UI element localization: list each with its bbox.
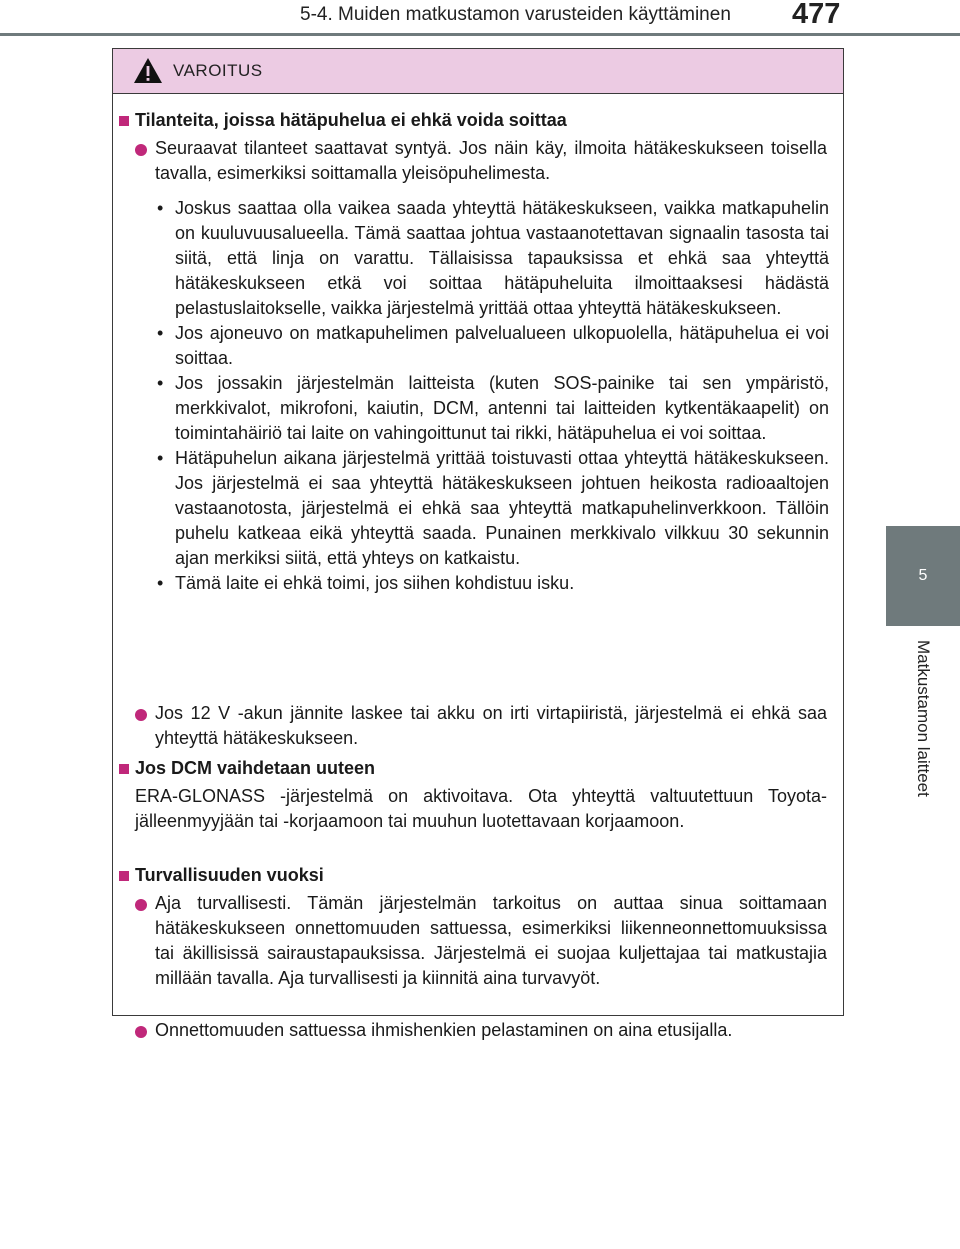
list-item bbox=[153, 371, 829, 446]
bullet-dot-icon bbox=[135, 709, 147, 721]
bullet-mark: • bbox=[157, 198, 164, 218]
chapter-tab bbox=[886, 526, 960, 626]
header-rule bbox=[0, 33, 960, 36]
list-item-text: Joskus saattaa olla vaikea saada yhteyttä hätäkeskukseen, vaikka matkapuhelin on kuuluvuusalueella. Tämä saattaa johtua vastaanotettavan signaalin tasosta tai siitä, että linja on varattu. Tällaisissa tapauksissa et ehkä saa yhteyttä hätäkeskukseen etkä voi soittaa hätäpuheluita ilmoittaaksesi hädästä pelastuslaitokselle, vaikka järjestelmä yrittää ottaa yhteyttä hätäkeskukseen. bbox=[175, 198, 829, 318]
bullet-mark: • bbox=[157, 323, 164, 343]
list-item-text: Tämä laite ei ehkä toimi, jos siihen kohdistuu isku. bbox=[175, 573, 575, 593]
list-item-text: Hätäpuhelun aikana järjestelmä yrittää toistuvasti ottaa yhteyttä hätäkeskukseen. Jos järjestelmä ei saa yhteyttä hätäkeskukseen johtuen heikosta radioaaltojen vastaanotosta, järjestelmä ei ehkä saa yhteyttä matkapuhelinverkkoon. Tällöin puhelu katkeaa eikä yhteyttä saada. Punainen merkkivalo vilkkuu 30 sekunnin ajan merkiksi siitä, että yhteys on katkaistu. bbox=[175, 448, 829, 568]
list-item bbox=[153, 446, 829, 571]
chapter-label bbox=[886, 640, 960, 840]
warning-title: VAROITUS bbox=[173, 61, 263, 80]
section-paragraph: Onnettomuuden sattuessa ihmishenkien pelastaminen on aina etusijalla. bbox=[155, 1020, 733, 1040]
warning-triangle-icon bbox=[133, 57, 163, 84]
section-heading: Jos DCM vaihdetaan uuteen bbox=[135, 758, 376, 778]
section-paragraph: ERA-GLONASS -järjestelmä on aktivoitava. Ota yhteyttä valtuutettuun Toyota-jälleenmyyjään tai -korjaamoon tai muuhun luotettavaan korjaamoon. bbox=[135, 786, 827, 831]
page-number: 477 bbox=[792, 0, 841, 30]
section-paragraph: Aja turvallisesti. Tämän järjestelmän tarkoitus on auttaa sinua soittamaan hätäkeskukseen onnettomuuden sattuessa, esimerkiksi liikenneonnettomuuksissa tai äkillisissä sairaustapauksissa. Järjestelmä ei suojaa kuljettajaa tai matkustajia millään tavalla. Aja turvallisesti ja kiinnitä aina turvavyöt. bbox=[155, 893, 827, 988]
list-item bbox=[153, 321, 829, 371]
bullet-mark: • bbox=[157, 448, 164, 468]
bullet-mark: • bbox=[157, 573, 164, 593]
list-item-text: Jos jossakin järjestelmän laitteista (kuten SOS-painike tai sen ympäristö, merkkivalot, mikrofoni, kaiutin, DCM, antenni tai laitteiden kytkentäkaapelit) on toimintahäiriö tai laite on vahingoittunut tai rikki, hätäpuhelua ei voi soittaa. bbox=[175, 373, 829, 443]
chapter-number: 5 bbox=[918, 567, 928, 584]
section-marker-icon bbox=[119, 116, 129, 126]
list-item bbox=[153, 571, 829, 596]
list-item bbox=[153, 196, 829, 321]
section-heading: Turvallisuuden vuoksi bbox=[135, 865, 324, 885]
bullet-dot-icon bbox=[135, 144, 147, 156]
section-marker-icon bbox=[119, 764, 129, 774]
bullet-mark: • bbox=[157, 373, 164, 393]
bullet-dot-icon bbox=[135, 899, 147, 911]
warning-header bbox=[113, 49, 843, 94]
list-item-text: Jos ajoneuvo on matkapuhelimen palvelualueen ulkopuolella, hätäpuhelua ei voi soittaa. bbox=[175, 323, 829, 368]
page-header-title: 5-4. Muiden matkustamon varusteiden käyttäminen bbox=[300, 4, 731, 25]
chapter-label-text: Matkustamon laitteet bbox=[914, 640, 933, 797]
bullet-dot-icon bbox=[135, 1026, 147, 1038]
sub-bullet-list bbox=[153, 196, 829, 596]
section-paragraph: Seuraavat tilanteet saattavat syntyä. Jos näin käy, ilmoita hätäkeskukseen toisella tavalla, esimerkiksi soittamalla yleisöpuhelimesta. bbox=[155, 138, 827, 183]
section-marker-icon bbox=[119, 871, 129, 881]
section-paragraph: Jos 12 V -akun jännite laskee tai akku on irti virtapiiristä, järjestelmä ei ehkä saa yhteyttä hätäkeskukseen. bbox=[155, 703, 827, 748]
warning-box bbox=[112, 48, 844, 1040]
section-heading: Tilanteita, joissa hätäpuhelua ei ehkä voida soittaa bbox=[135, 110, 567, 130]
